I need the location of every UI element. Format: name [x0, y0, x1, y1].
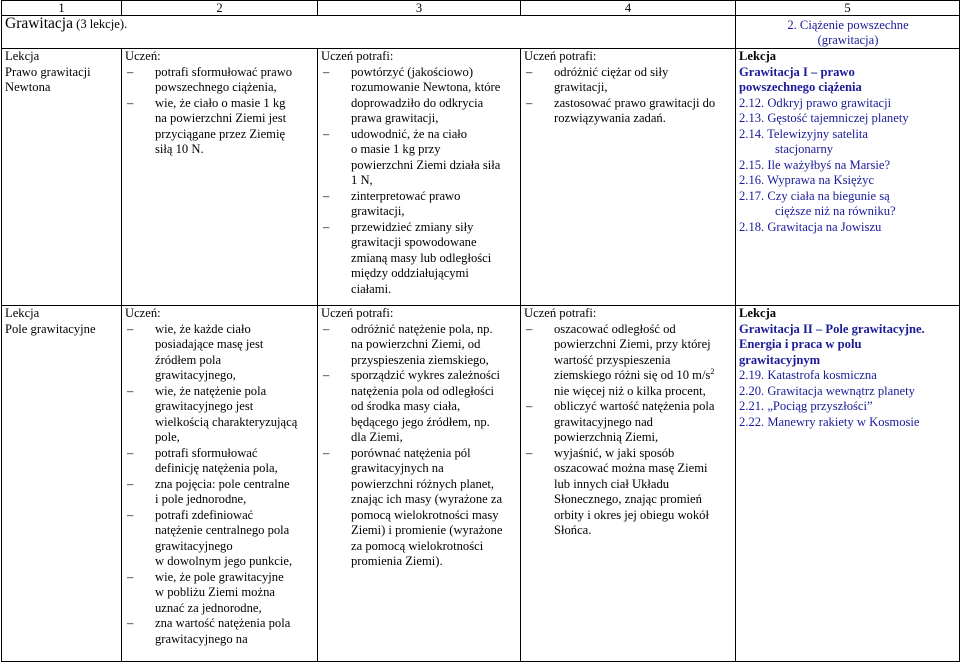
bullet-item-continuation: będącego jego źródłem, np. [351, 414, 490, 429]
bullet-item-continuation: grawitacyjnego na [155, 631, 248, 646]
bullet-item-continuation: powierzchnią Ziemi, [554, 430, 659, 444]
bullet-item: – powtórzyć (jakościowo) [321, 65, 518, 81]
bullet-item-continuation: Słonecznego, znając promień [554, 492, 702, 506]
section-title-line-1: 2. Ciążenie powszechne [787, 18, 909, 32]
task-item: 2.16. Wyprawa na Księżyc [739, 173, 875, 187]
lesson-row-1 [2, 49, 960, 306]
bullet-item: – zastosować prawo grawitacji do [524, 96, 733, 112]
bullet-item-continuation: przyspieszenia ziemskiego, [351, 352, 489, 367]
bullet-item-continuation: siłą 10 N. [155, 142, 204, 156]
bullet-item-continuation: grawitacyjnego, [155, 368, 236, 382]
bullet-item-continuation: grawitacyjnego [155, 538, 233, 553]
bullet-item-continuation: rozwiązywania zadań. [554, 111, 666, 125]
bullet-item-continuation: powierzchni różnych planet, [351, 476, 495, 491]
bullet-item: – odróżnić natężenie pola, np. [321, 322, 518, 338]
bullet-item: – zna pojęcia: pole centralne [125, 477, 315, 493]
lesson-1-name-cell [2, 49, 122, 306]
lesson-title: grawitacyjnym [739, 352, 821, 367]
lesson-title: Grawitacja I – prawo [739, 64, 855, 79]
bullet-item-continuation: powszechnego ciążenia, [155, 80, 277, 94]
bullet-item-continuation: wielkością charakteryzującą [155, 414, 298, 429]
bullet-item-continuation: lub innych ciał Układu [554, 476, 670, 491]
bullet-item: – porównać natężenia pól [321, 446, 518, 462]
column-number-2: 2 [122, 1, 318, 16]
bullet-item-continuation: uznać za jednorodne, [155, 600, 262, 615]
column-number-3: 3 [318, 1, 521, 16]
bullet-item-continuation: w dowolnym jego punkcie, [155, 554, 293, 568]
lesson-1-tasks [736, 49, 960, 306]
cell-heading: Uczeń potrafi: [321, 49, 394, 63]
task-item-continuation: stacjonarny [775, 142, 834, 156]
bullet-item-continuation: nie więcej niż o kilka procent, [554, 383, 706, 398]
bullet-item: – zna wartość natężenia pola [125, 616, 315, 632]
lesson-1-basic-requirements [122, 49, 318, 306]
bullet-item-continuation: na powierzchni Ziemi, od [351, 337, 481, 351]
lesson-1-advanced-requirements [521, 49, 736, 306]
bullet-item-continuation: za pomocą wielokrotności [351, 538, 484, 553]
bullet-item-continuation: na powierzchni Ziemi jest [155, 111, 287, 125]
task-item: 2.12. Odkryj prawo grawitacji [739, 95, 892, 110]
lesson-row-2 [2, 306, 960, 662]
task-item: 2.20. Grawitacja wewnątrz planety [739, 383, 915, 398]
cell-heading: Uczeń: [125, 306, 161, 320]
lesson-2-name-cell [2, 306, 122, 662]
lesson-2-tasks [736, 306, 960, 662]
lesson-title: Energia i praca w polu [739, 337, 862, 351]
column-number-row [2, 1, 960, 16]
lesson-2-extended-requirements [318, 306, 521, 662]
task-item: 2.19. Katastrofa kosmiczna [739, 368, 877, 382]
bullet-item-continuation: grawitacyjnego nad [554, 414, 653, 429]
bullet-item: – wie, że każde ciało [125, 322, 315, 338]
superscript: 2 [710, 366, 715, 376]
cell-line: Prawo grawitacji [5, 64, 91, 79]
bullet-item-continuation: rozumowanie Newtona, które [351, 80, 501, 94]
cell-line: Lekcja [5, 306, 40, 320]
bullet-item-continuation: grawitacji, [554, 80, 608, 94]
cell-heading: Uczeń potrafi: [321, 306, 394, 320]
bullet-item-continuation: w pobliżu Ziemi można [155, 585, 275, 599]
bullet-item-continuation: 1 N, [351, 173, 373, 187]
bullet-item-continuation: natężenie centralnego pola [155, 523, 290, 537]
bullet-item: – odróżnić ciężar od siły [524, 65, 733, 81]
bullet-item-continuation: zmianą masy lub odległości [351, 250, 492, 265]
bullet-item-continuation: Ziemi) i promienie (wyrażone [351, 523, 503, 537]
task-item: 2.13. Gęstość tajemniczej planety [739, 111, 909, 125]
cell-line: Pole grawitacyjne [5, 321, 96, 336]
bullet-item: – wie, że ciało o masie 1 kg [125, 96, 315, 112]
lesson-1-extended-requirements [318, 49, 521, 306]
section-title [736, 16, 960, 49]
task-item: 2.18. Grawitacja na Jowiszu [739, 219, 882, 234]
bullet-item-continuation: grawitacyjnego jest [155, 399, 254, 413]
bullet-item-continuation: i pole jednorodne, [155, 492, 247, 506]
bullet-item: – przewidzieć zmiany siły [321, 220, 518, 236]
bullet-item-continuation: oszacować można masę Ziemi [554, 461, 708, 475]
bullet-item-continuation: powierzchni Ziemi działa siła [351, 157, 501, 172]
column-number-1: 1 [2, 1, 122, 16]
bullet-item-continuation: grawitacji, [351, 204, 405, 218]
bullet-item-continuation: pomocą wielokrotności masy [351, 507, 499, 522]
bullet-item-continuation: grawitacyjnych na [351, 461, 444, 475]
lesson-2-advanced-requirements [521, 306, 736, 662]
bullet-item-continuation: posiadające masę jest [155, 337, 264, 351]
lesson-title: Grawitacja II – Pole grawitacyjne. [739, 321, 925, 336]
bullet-item-continuation: pole, [155, 430, 180, 444]
column-number-4: 4 [521, 1, 736, 16]
bullet-item: – potrafi sformułować prawo [125, 65, 315, 81]
bullet-item-continuation: orbity i okres jej obiegu wokół [554, 507, 709, 522]
lesson-label: Lekcja [739, 306, 777, 320]
bullet-item-continuation: grawitacji spowodowane [351, 235, 477, 249]
title-row [2, 16, 960, 49]
bullet-item-continuation: promienia Ziemi). [351, 554, 443, 568]
task-item: 2.21. „Pociąg przyszłości” [739, 399, 873, 413]
bullet-item-continuation: przyciągane przez Ziemię [155, 126, 286, 141]
bullet-item-continuation: wartość przyspieszenia [554, 352, 671, 367]
bullet-item: – potrafi sformułować [125, 446, 315, 462]
curriculum-table [1, 0, 960, 662]
bullet-item: – sporządzić wykres zależności [321, 368, 518, 384]
lesson-2-basic-requirements [122, 306, 318, 662]
task-item: 2.14. Telewizyjny satelita [739, 126, 868, 141]
bullet-item-continuation: ziemskiego różni się od 10 $m/s^2$ [554, 366, 715, 382]
lesson-title: powszechnego ciążenia [739, 80, 862, 94]
task-item: 2.15. Ile ważyłbyś na Marsie? [739, 157, 891, 172]
bullet-item: – potrafi zdefiniować [125, 508, 315, 524]
bullet-item-continuation: Słońca. [554, 523, 592, 537]
bullet-item-continuation: źródłem pola [155, 352, 222, 367]
bullet-item-continuation: znając ich masy (wyrażone za [351, 492, 503, 506]
bullet-item-continuation: natężenia pola od odległości [351, 383, 495, 398]
bullet-item-continuation: doprowadziło do odkrycia [351, 95, 484, 110]
bullet-item: – zinterpretować prawo [321, 189, 518, 205]
topic-title-main: Grawitacja [5, 15, 73, 32]
bullet-item-continuation: o masie 1 kg przy [351, 142, 441, 156]
bullet-item: – udowodnić, że na ciało [321, 127, 518, 143]
topic-title-sub: (3 lekcje). [76, 17, 128, 31]
bullet-item-continuation: między oddziałującymi [351, 266, 469, 280]
task-item: 2.22. Manewry rakiety w Kosmosie [739, 414, 920, 429]
bullet-item: – obliczyć wartość natężenia pola [524, 399, 733, 415]
bullet-item-continuation: od środka masy ciała, [351, 399, 461, 413]
bullet-item: – wie, że natężenie pola [125, 384, 315, 400]
task-item-continuation: cięższe niż na równiku? [775, 204, 896, 218]
lesson-label: Lekcja [739, 49, 777, 63]
cell-heading: Uczeń potrafi: [524, 49, 597, 63]
bullet-item-continuation: definicję natężenia pola, [155, 461, 278, 475]
bullet-item-continuation: dla Ziemi, [351, 430, 403, 444]
bullet-item: – oszacować odległość od [524, 322, 733, 338]
bullet-item: – wyjaśnić, w jaki sposób [524, 446, 733, 462]
cell-line: Newtona [5, 80, 51, 94]
column-number-5: 5 [736, 1, 960, 16]
bullet-item-continuation: prawa grawitacji, [351, 111, 439, 125]
cell-heading: Uczeń: [125, 49, 161, 63]
cell-line: Lekcja [5, 49, 40, 63]
cell-heading: Uczeń potrafi: [524, 306, 597, 320]
bullet-item-continuation: ciałami. [351, 281, 392, 296]
bullet-item-continuation: powierzchni Ziemi, przy której [554, 337, 711, 351]
bullet-item: – wie, że pole grawitacyjne [125, 570, 315, 586]
task-item: 2.17. Czy ciała na biegunie są [739, 188, 890, 203]
topic-title [2, 16, 736, 49]
section-title-line-2: (grawitacja) [817, 33, 879, 47]
